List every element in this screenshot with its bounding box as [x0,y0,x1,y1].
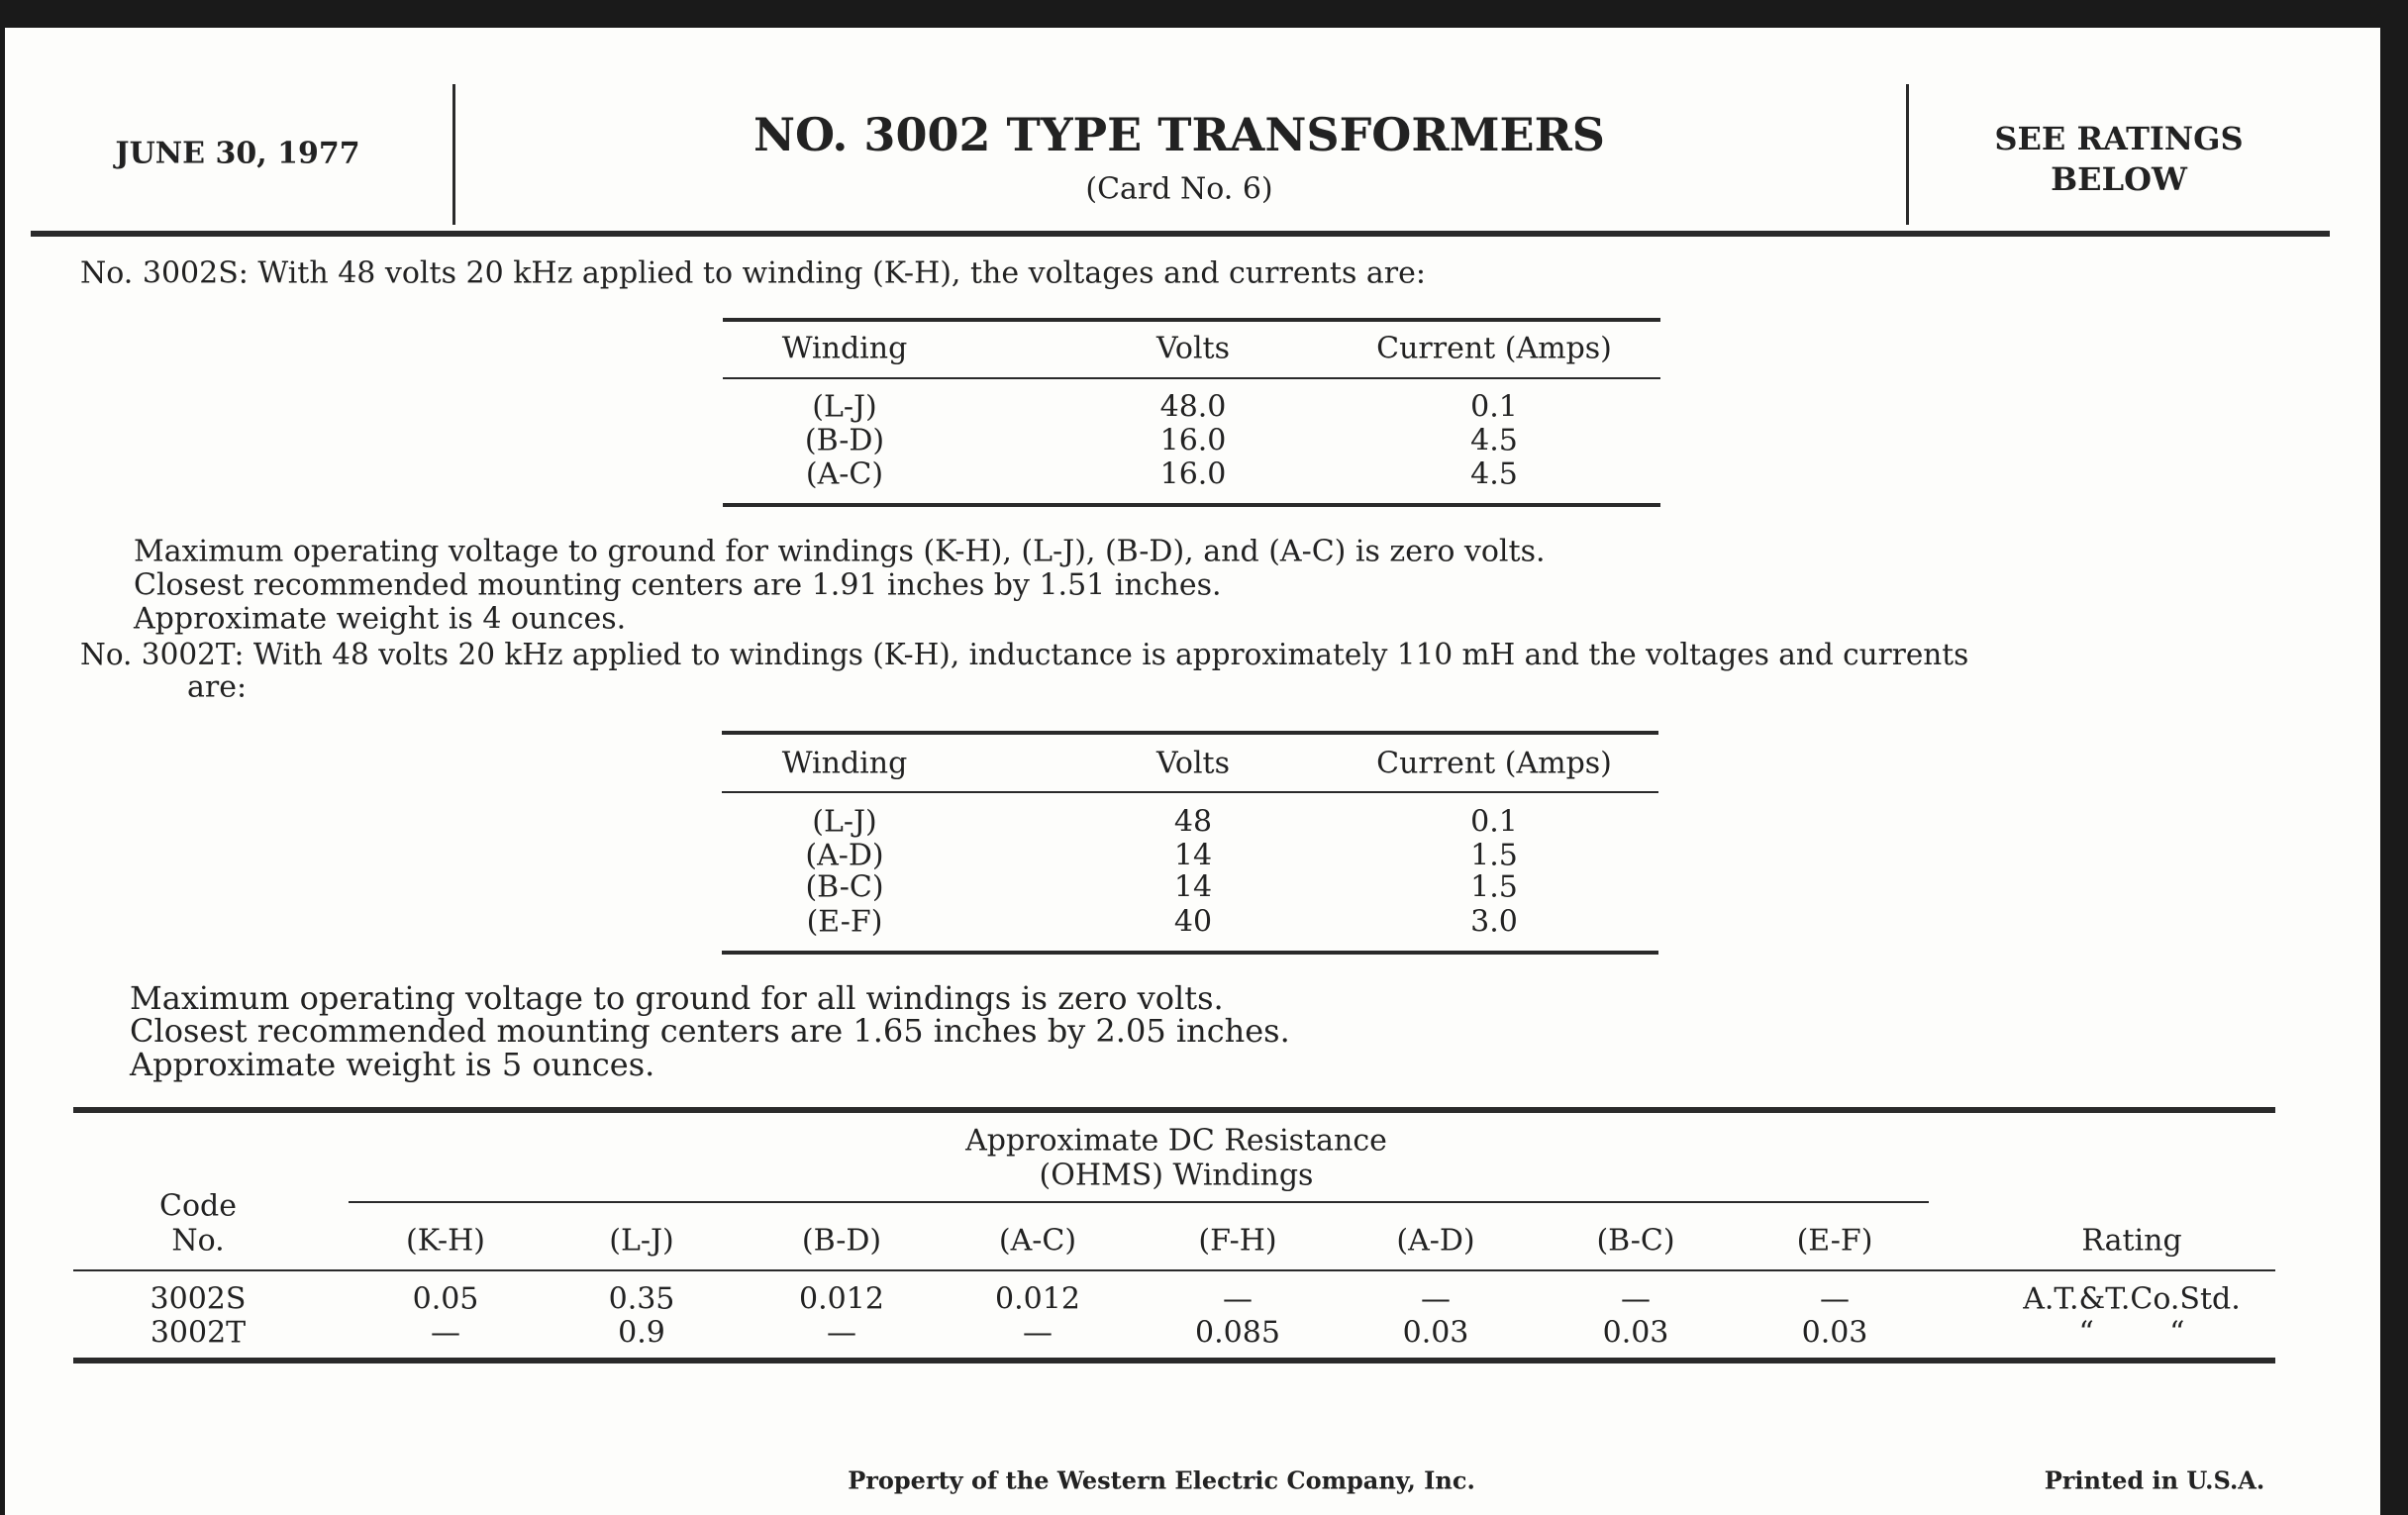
page-title: NO. 3002 TYPE TRANSFORMERS [752,108,1606,161]
column-header: Winding [781,746,908,781]
table-cell: 14 [1173,838,1213,873]
table-cell: 3.0 [1470,904,1518,940]
table-rule [349,1201,1929,1203]
rating-cell: A.T.&T.Co.Std. [2023,1281,2241,1317]
column-header: (A-C) [998,1223,1077,1259]
table-cell: 16.0 [1159,423,1227,458]
table-cell: 48 [1173,804,1213,840]
table-rule [73,1269,2275,1271]
table-cell: 40 [1173,904,1213,940]
table-cell: 14 [1173,869,1213,905]
header-rule [31,231,2330,237]
resistance-cell: 0.012 [995,1281,1080,1317]
resistance-cell: — [1820,1281,1850,1317]
section-intro-3002S: No. 3002S: With 48 volts 20 kHz applied to winding (K-H), the voltages and currents are: [80,255,1427,291]
table-cell: 48.0 [1159,389,1227,425]
column-header: Volts [1155,331,1231,366]
resistance-cell: — [1421,1281,1451,1317]
table-rule [722,791,1658,793]
table-rule [723,377,1660,379]
code-cell: 3002T [150,1315,247,1351]
footer-printed: Printed in U.S.A. [2044,1465,2265,1495]
note: Maximum operating voltage to ground for all windings is zero volts. [130,979,1224,1017]
column-header: (B-D) [801,1223,882,1259]
section-intro-continued: are: [187,669,248,705]
table-cell: (E-F) [806,904,883,940]
divider [452,84,455,225]
note: Closest recommended mounting centers are 1.91 inches by 1.51 inches. [134,567,1222,603]
column-header: Volts [1155,746,1231,781]
column-header: Winding [781,331,908,366]
note: Closest recommended mounting centers are 1.65 inches by 2.05 inches. [130,1012,1290,1050]
section-intro-3002T: No. 3002T: With 48 volts 20 kHz applied to windings (K-H), inductance is approximately 110 mH and the voltages and currents [80,638,1969,671]
resistance-cell: — [1223,1281,1253,1317]
column-header: (B-C) [1596,1223,1675,1259]
ratings-note: SEE RATINGS [1994,120,2244,157]
footer-property: Property of the Western Electric Company, Inc. [848,1465,1475,1495]
resistance-cell: 0.012 [799,1281,884,1317]
column-header: (E-F) [1796,1223,1873,1259]
code-header: Code [159,1188,237,1224]
code-header: No. [171,1223,225,1259]
divider [1906,84,1909,225]
table-cell: (L-J) [812,804,877,840]
table-cell: (B-C) [805,869,884,905]
table-cell: 16.0 [1159,456,1227,492]
resistance-title: (OHMS) Windings [1039,1158,1314,1193]
note: Approximate weight is 4 ounces. [134,601,627,637]
resistance-cell: — [827,1315,856,1351]
page-subtitle: (Card No. 6) [1085,171,1273,207]
resistance-cell: — [1621,1281,1651,1317]
table-cell: 4.5 [1470,423,1518,458]
table-rule [723,503,1660,507]
table-cell: 0.1 [1470,804,1518,840]
table-rule [722,731,1658,735]
ratings-note: BELOW [2051,160,2187,198]
note: Approximate weight is 5 ounces. [130,1046,655,1083]
table-cell: 1.5 [1470,838,1518,873]
resistance-cell: 0.03 [1602,1315,1669,1351]
column-header: (A-D) [1396,1223,1475,1259]
resistance-cell: 0.085 [1195,1315,1280,1351]
rating-cell: “ “ [2078,1315,2185,1351]
note: Maximum operating voltage to ground for windings (K-H), (L-J), (B-D), and (A-C) is zero volts. [134,534,1546,569]
table-rule [723,318,1660,322]
resistance-cell: 0.35 [608,1281,675,1317]
table-cell: (A-D) [805,838,884,873]
resistance-cell: 0.03 [1801,1315,1868,1351]
date: JUNE 30, 1977 [115,136,360,171]
table-cell: (L-J) [812,389,877,425]
table-cell: 4.5 [1470,456,1518,492]
table-rule [73,1107,2275,1113]
column-header: (K-H) [406,1223,485,1259]
column-header: Current (Amps) [1376,746,1612,781]
table-cell: 1.5 [1470,869,1518,905]
table-cell: (A-C) [805,456,884,492]
resistance-title: Approximate DC Resistance [965,1123,1387,1159]
resistance-cell: 0.03 [1402,1315,1469,1351]
column-header: (L-J) [609,1223,674,1259]
rating-header: Rating [2081,1223,2182,1259]
column-header: Current (Amps) [1376,331,1612,366]
resistance-cell: — [1023,1315,1053,1351]
table-cell: 0.1 [1470,389,1518,425]
table-rule [73,1358,2275,1364]
table-rule [722,951,1658,955]
column-header: (F-H) [1198,1223,1277,1259]
resistance-cell: 0.05 [412,1281,479,1317]
table-cell: (B-D) [804,423,885,458]
code-cell: 3002S [150,1281,247,1317]
resistance-cell: 0.9 [618,1315,665,1351]
resistance-cell: — [431,1315,460,1351]
